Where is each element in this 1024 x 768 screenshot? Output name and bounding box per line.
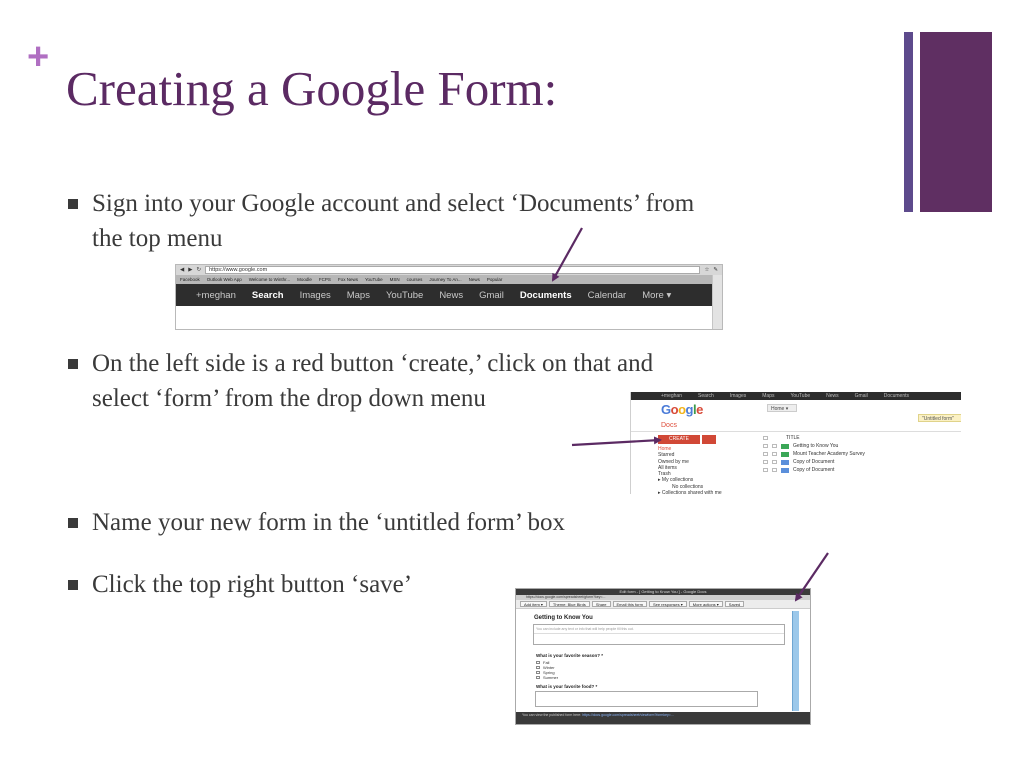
sidebar-item-trash: Trash bbox=[658, 471, 671, 478]
bullet-line: Sign into your Google account and select ‘Documents’ from bbox=[92, 190, 695, 217]
add-item-button: Add item ▾ bbox=[520, 601, 547, 607]
nav-item-gmail: Gmail bbox=[479, 289, 504, 301]
published-form-bar bbox=[516, 712, 810, 724]
logo-letter: e bbox=[696, 402, 703, 417]
star-icon bbox=[772, 444, 777, 448]
form-title: Getting to Know You bbox=[534, 615, 593, 621]
logo-letter: o bbox=[670, 402, 679, 417]
nav-item-profile: +meghan bbox=[196, 289, 236, 301]
form-description-box bbox=[533, 624, 785, 645]
form-icon bbox=[781, 444, 789, 449]
option-label: Spring bbox=[543, 670, 555, 675]
sidebar-item-starred: Starred bbox=[658, 452, 675, 459]
document-icon bbox=[781, 460, 789, 465]
bookmark-item: Journey To An... bbox=[429, 277, 462, 282]
bookmark-item: YouTube bbox=[364, 277, 383, 282]
logo-letter: l bbox=[692, 402, 697, 417]
bookmark-item: News bbox=[468, 277, 480, 282]
bullet-square-icon bbox=[68, 518, 78, 528]
nav-item-maps: Maps bbox=[346, 289, 370, 301]
decorative-bar-thin bbox=[904, 32, 913, 212]
docs-sidebar bbox=[658, 446, 722, 494]
file-row bbox=[763, 458, 865, 466]
bullet-square-icon bbox=[68, 580, 78, 590]
nav-item-news: News bbox=[439, 289, 464, 301]
nav-item: Search bbox=[698, 393, 714, 399]
published-text: You can view the published form here: bbox=[522, 713, 582, 717]
checkbox-icon bbox=[763, 468, 768, 472]
option-item bbox=[536, 675, 558, 680]
home-dropdown: Home ▾ bbox=[767, 404, 797, 412]
share-button: Share bbox=[592, 601, 611, 607]
nav-item: Documents bbox=[883, 393, 910, 399]
nav-item-calendar: Calendar bbox=[587, 289, 627, 301]
untitled-form-notice: "Untitled form" bbox=[918, 414, 961, 422]
bullet-square-icon bbox=[68, 199, 78, 209]
bullet-line: Click the top right button ‘save’ bbox=[92, 571, 413, 598]
sidebar-item-all: All items bbox=[658, 464, 677, 471]
season-options bbox=[536, 660, 558, 680]
option-label: Fall bbox=[543, 660, 550, 665]
bullet-line: the top menu bbox=[92, 225, 223, 252]
bookmark-item: Welcome to Winthr... bbox=[248, 277, 291, 282]
bullet-line: On the left side is a red button ‘create,’ click on that and bbox=[92, 350, 654, 377]
checkbox-icon bbox=[763, 436, 768, 440]
published-link: https://docs.google.com/spreadsheet/viewform?formkey=... bbox=[582, 713, 674, 717]
checkbox-icon bbox=[536, 676, 540, 679]
file-row bbox=[763, 466, 865, 474]
checkbox-icon bbox=[763, 460, 768, 464]
nav-item-images: Images bbox=[299, 289, 331, 301]
sidebar-item-shared: ▸ Collections shared with me bbox=[658, 490, 722, 494]
nav-item-search: Search bbox=[251, 289, 284, 301]
checkbox-icon bbox=[536, 666, 540, 669]
bookmark-item: Fox News bbox=[337, 277, 358, 282]
nav-item-documents: Documents bbox=[519, 289, 572, 301]
save-button: Saved bbox=[725, 601, 744, 607]
file-list bbox=[763, 434, 865, 474]
nav-item: Images bbox=[729, 393, 747, 399]
nav-item-more: More ▾ bbox=[642, 289, 672, 301]
bookmark-item: Popular bbox=[486, 277, 503, 282]
reload-icon: ↻ bbox=[196, 267, 202, 273]
bookmark-item: FCPS bbox=[318, 277, 331, 282]
checkbox-icon bbox=[536, 661, 540, 664]
see-responses-button: See responses ▾ bbox=[649, 601, 687, 607]
more-actions-button: More actions ▾ bbox=[689, 601, 723, 607]
checkbox-icon bbox=[763, 444, 768, 448]
decorative-bar-thick bbox=[920, 32, 992, 212]
docs-top-nav bbox=[631, 392, 961, 400]
nav-item-youtube: YouTube bbox=[385, 289, 424, 301]
sidebar-item-collections: ▸ My collections bbox=[658, 477, 694, 484]
document-icon bbox=[781, 468, 789, 473]
screenshot-edit-form bbox=[516, 589, 810, 724]
star-icon: ☆ bbox=[704, 267, 710, 273]
bookmark-item: Moodle bbox=[297, 277, 312, 282]
back-icon: ◀ bbox=[180, 267, 185, 273]
nav-item: +meghan bbox=[661, 393, 682, 399]
divider bbox=[631, 431, 961, 432]
checkbox-icon bbox=[536, 671, 540, 674]
file-list-header bbox=[763, 434, 865, 442]
logo-letter: g bbox=[685, 402, 693, 417]
create-button: CREATE bbox=[658, 435, 700, 444]
file-row bbox=[763, 450, 865, 458]
form-icon bbox=[781, 452, 789, 457]
plus-mark: + bbox=[27, 36, 50, 78]
url-field: https://www.google.com bbox=[205, 266, 700, 274]
address-bar bbox=[176, 265, 722, 275]
sidebar-item-no-collections: No collections bbox=[672, 483, 704, 490]
logo-letter: o bbox=[678, 402, 686, 417]
title-column-header: TITLE bbox=[786, 435, 800, 441]
sidebar-item-home: Home bbox=[658, 446, 672, 452]
google-logo bbox=[661, 402, 703, 417]
logo-letter: G bbox=[661, 402, 671, 417]
forward-icon: ▶ bbox=[188, 267, 193, 273]
window-title: Edit form - [ Getting to Know You ] - Google Docs bbox=[516, 589, 810, 595]
bookmarks-bar bbox=[176, 275, 722, 284]
nav-item: Maps bbox=[762, 393, 775, 399]
bullet-save bbox=[68, 567, 508, 603]
email-form-button: Email this form bbox=[613, 601, 647, 607]
bullet-sign-in bbox=[68, 186, 868, 258]
option-label: Summer bbox=[543, 675, 559, 680]
google-nav-bar bbox=[176, 284, 722, 306]
form-body bbox=[530, 611, 803, 708]
bookmark-item: MSN bbox=[389, 277, 400, 282]
upload-button bbox=[702, 435, 716, 444]
star-icon bbox=[772, 468, 777, 472]
scrollbar bbox=[712, 275, 722, 330]
nav-item: Gmail bbox=[854, 393, 868, 399]
star-icon bbox=[772, 460, 777, 464]
nav-item: YouTube bbox=[790, 393, 811, 399]
file-name: Mount Teacher Academy Survey bbox=[793, 451, 865, 457]
bullet-line: select ‘form’ from the drop down menu bbox=[92, 385, 486, 412]
form-toolbar bbox=[516, 600, 810, 609]
slide-title: Creating a Google Form: bbox=[66, 61, 558, 116]
bullet-line: Name your new form in the ‘untitled form’ box bbox=[92, 509, 566, 536]
file-name: Copy of Document bbox=[793, 459, 835, 465]
nav-item: News bbox=[826, 393, 839, 399]
url-field: https://docs.google.com/spreadsheet/gform?key=... bbox=[516, 595, 810, 600]
question-season: What is your favorite season? * bbox=[536, 653, 604, 658]
theme-button: Theme: Blue Birds bbox=[549, 601, 590, 607]
bookmark-item: courses bbox=[406, 277, 423, 282]
food-answer-box bbox=[535, 691, 758, 707]
screenshot-google-docs bbox=[630, 392, 961, 494]
file-name: Copy of Document bbox=[793, 467, 835, 473]
checkbox-icon bbox=[763, 452, 768, 456]
option-label: Winter bbox=[543, 665, 555, 670]
bullet-name-form bbox=[68, 505, 728, 541]
bookmark-item: Outlook Web App bbox=[206, 277, 242, 282]
screenshot-google-navbar bbox=[175, 264, 723, 330]
wrench-icon: ✎ bbox=[713, 267, 718, 273]
star-icon bbox=[772, 452, 777, 456]
bullet-square-icon bbox=[68, 359, 78, 369]
question-food: What is your favorite food? * bbox=[536, 684, 598, 689]
form-hint: You can include any text or info that will help people fill this out. bbox=[534, 625, 784, 634]
file-name: Getting to Know You bbox=[793, 443, 839, 449]
file-row bbox=[763, 442, 865, 450]
docs-label: Docs bbox=[661, 422, 677, 429]
sidebar-item-owned: Owned by me bbox=[658, 458, 689, 465]
scrollbar bbox=[792, 611, 799, 711]
bookmark-item: Facebook bbox=[180, 277, 200, 282]
